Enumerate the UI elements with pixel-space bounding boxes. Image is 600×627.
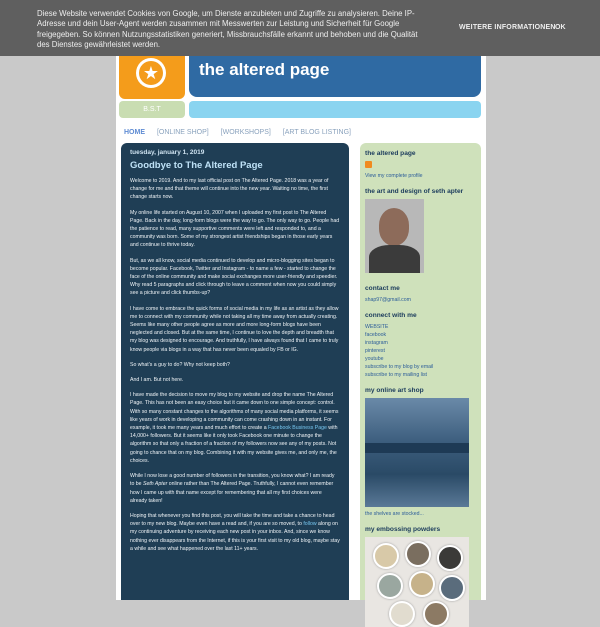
blog-post	[121, 143, 349, 600]
sidebar-contact-title: contact me	[365, 285, 400, 292]
facebook-business-page-link[interactable]: Facebook Business Page	[268, 425, 327, 432]
nav-art-blog-listing[interactable]: [ART BLOG LISTING]	[282, 129, 351, 136]
connect-link-youtube[interactable]: youtube	[365, 356, 384, 362]
top-navigation	[124, 129, 361, 136]
connect-link-pinterest[interactable]: pinterest	[365, 348, 385, 354]
contact-email: shap97@gmail.com	[365, 297, 411, 303]
connect-link-mailing-list[interactable]: subscribe to my mailing list	[365, 372, 427, 378]
shop-caption: the shelves are stocked...	[365, 511, 424, 517]
embossing-powders-image[interactable]	[365, 537, 469, 627]
more-info-button[interactable]: WEITERE INFORMATIONEN	[459, 24, 556, 31]
post-paragraph: So what's a guy to do? Why not keep both?	[130, 361, 230, 368]
post-paragraph	[130, 512, 340, 553]
connect-link-facebook[interactable]: facebook	[365, 332, 387, 338]
site-title[interactable]: the altered page	[199, 60, 330, 79]
cookie-banner	[0, 0, 600, 56]
post-paragraph	[130, 391, 340, 465]
header-description-pill	[189, 101, 481, 118]
connect-link-website[interactable]: WEBSITE	[365, 324, 389, 330]
text-span: with 14,000+ followers. But it seems like it only took Facebook one minute to change the algorithm so that only a fraction of a fraction of my followers now see any of my posts. Not going to chance that on my blog. Combining it with my website gives me, and only me, the choices.	[130, 425, 338, 464]
post-paragraph: I have come to embrace the quick forms of social media in my life as an artist as they allow me to connect with my community while not taking all my time away from actually creating. Seems like many other people agree as more and more long-form blogs have been neglected and closed. But at the same time, I continue to love the depth and breadth that my blog was designed to encourage. And truthfully, I have always found that I came to truly know people via blogs in a way that has never been equaled by FB or IG.	[130, 305, 339, 353]
text-span: While I now lose a good number of followers in the transition, you know what? I am ready to be	[130, 473, 335, 488]
sidebar-art-design-title: the art and design of seth apter	[365, 188, 464, 195]
star-icon: ★	[136, 58, 166, 88]
author-photo[interactable]	[365, 199, 424, 273]
shop-artwork-image[interactable]	[365, 398, 469, 507]
post-paragraph: And I am. But not here.	[130, 377, 184, 384]
text-span: along on my continuing adventure by receiving each new post in your inbox. And, since we know nothing ever disappears from the Internet, if this is your first visit to my old blog, maybe stay a while and see what happened over the last 11+ years.	[130, 521, 340, 552]
post-date: tuesday, january 1, 2019	[130, 149, 205, 156]
connect-link-subscribe-email[interactable]: subscribe to my blog by email	[365, 364, 434, 370]
post-paragraph: My online life started on August 10, 2007 when I uploaded my first post to The Altered Page. Back in the day, long-form blogs were the way to go. The only way to go. People had the patience to read, many supportive comments were left and responded to, and a community was born. Some of my strongest artist friendships began in those early years and continue to thrive today.	[130, 209, 340, 249]
text-span: I have made the decision to move my blog to my website and drop the name The Altered Page. This has not been an easy choice but it came down to one simple concept: control. With so many constant changes to the algorithms of many social media platforms, it seems like years of work in developing a community can come crashing down in an instant. For example, it took me many years and much effort to create a	[130, 392, 339, 432]
view-profile-link[interactable]: View my complete profile	[365, 173, 423, 179]
sidebar-connect-title: connect with me	[365, 312, 417, 319]
sidebar	[360, 143, 481, 600]
cookie-message: Diese Website verwendet Cookies von Google, um Dienste anzubieten und Zugriffe zu analysieren. Deine IP-Adresse und dein User-Agent werden zusammen mit Messwerten zur Leistung und Sicherheit für Google freigegeben. So können Nutzungsstatistiken generiert, Missbrauchsfälle erkannt und behoben und die Qualität des Dienstes gewährleistet werden.	[37, 9, 418, 49]
sidebar-shop-title: my online art shop	[365, 387, 424, 394]
post-paragraph: But, as we all know, social media continued to develop and micro-blogging sites began to become popular. Facebook, Twitter and Instagram - to name a few - started to change the face of the online community and make social exchanges more user-friendly and speedier. Why read 5 paragraphs and click through to leave a comment when now you could simply see a picture and click thumbs-up?	[130, 257, 338, 297]
author-name: Seth Apter	[142, 481, 168, 488]
text-span: online rather than The Altered Page. Truthfully, I cannot even remember how I came up with that name except for remembering that all my first choices were already taken!	[130, 481, 334, 504]
sidebar-embossing-title: my embossing powders	[365, 526, 441, 533]
post-title[interactable]: Goodbye to The Altered Page	[130, 160, 263, 171]
nav-workshops[interactable]: [WORKSHOPS]	[220, 129, 271, 136]
header-sub-pill: B.S.T	[119, 101, 185, 118]
rss-icon[interactable]	[365, 161, 372, 168]
post-paragraph: Welcome to 2019. And to my last official post on The Altered Page. 2018 was a year of change for me and that theme will continue into the new year. Waiting no time, the first change starts now.	[130, 178, 329, 201]
nav-online-shop[interactable]: [ONLINE SHOP]	[156, 129, 209, 136]
sidebar-blog-title: the altered page	[365, 150, 416, 157]
nav-home[interactable]: HOME	[124, 129, 145, 136]
ok-button[interactable]: OK	[555, 24, 566, 31]
follow-link[interactable]: follow	[303, 521, 317, 528]
header-title-bar	[189, 52, 481, 97]
text-span: Hoping that whenever you find this post, you will take the time and take a chance to head over to my new blog. Maybe even have a read and, if you are so moved, to	[130, 512, 335, 528]
connect-link-instagram[interactable]: instagram	[365, 340, 388, 346]
post-paragraph	[130, 472, 340, 505]
